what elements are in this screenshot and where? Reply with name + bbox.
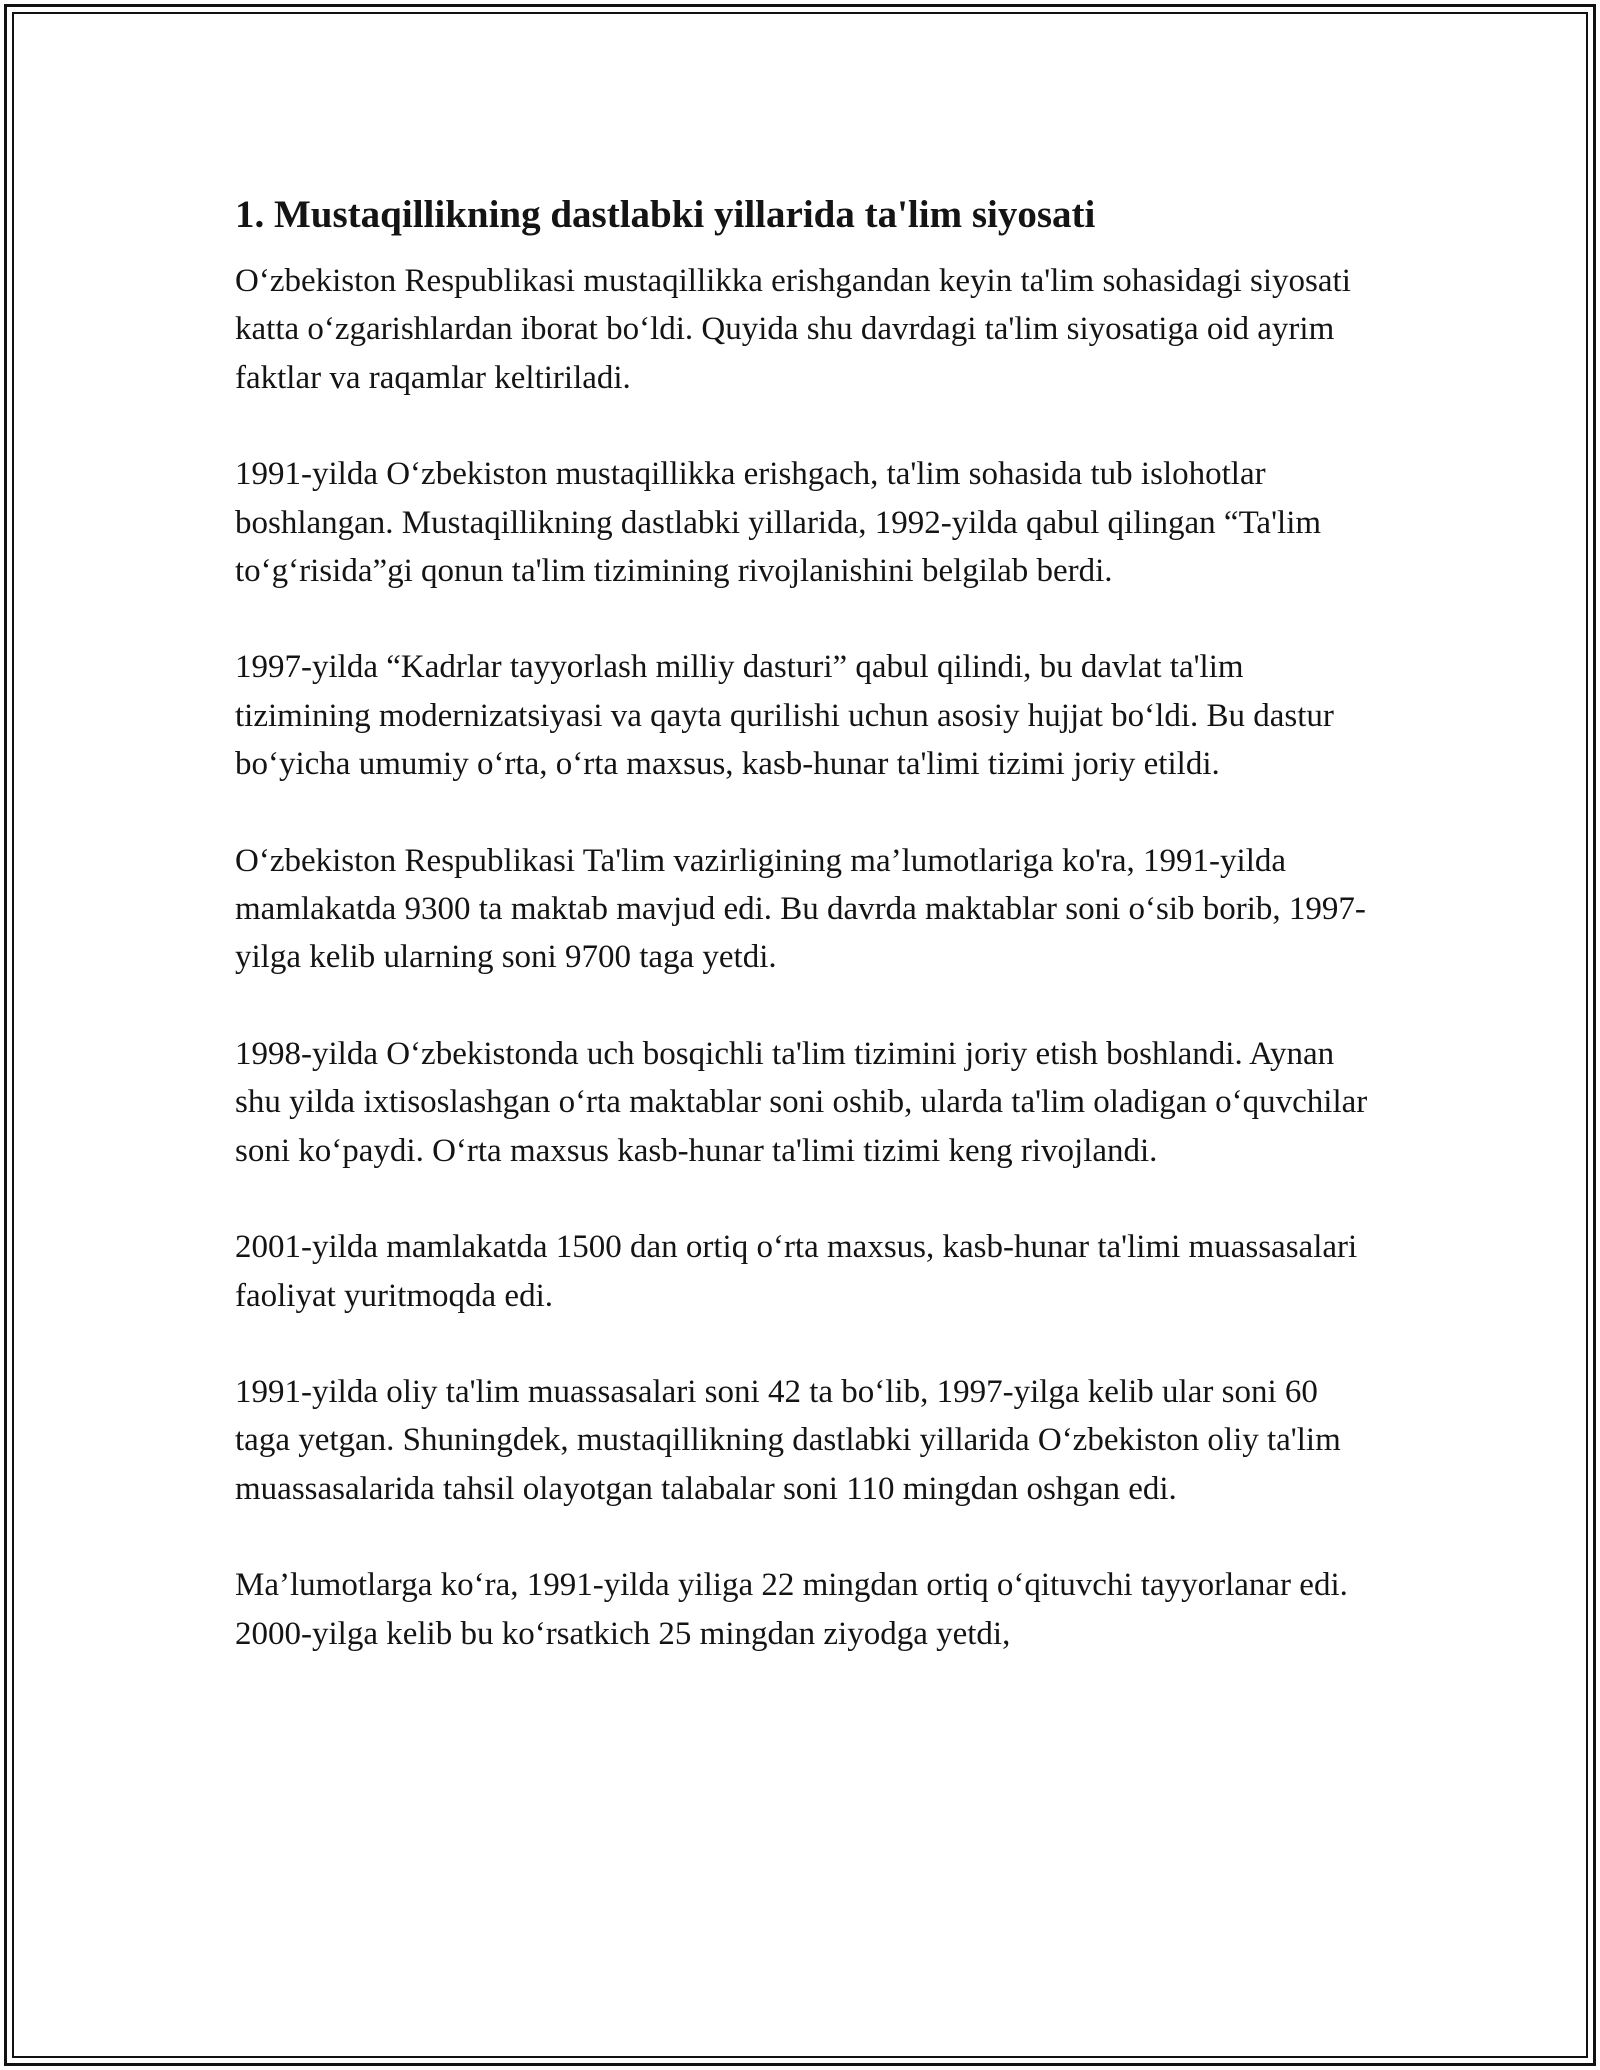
paragraph-higher-education: 1991-yilda oliy ta'lim muassasalari soni 42 ta bo‘lib, 1997-yilga kelib ular soni 60 taga yetgan. Shuningdek, mustaqillikning dastlabki yillarida O‘zbekiston oliy ta'lim muassasalarida tahsil olayotgan talabalar soni 110 mingdan oshgan edi. xyxy=(235,1373,1341,1507)
paragraph-teacher-training: Ma’lumotlarga ko‘ra, 1991-yilda yiliga 22 mingdan ortiq o‘qituvchi tayyorlanar edi. 2000-yilga kelib bu ko‘rsatkich 25 mingdan ziyodga yetdi, xyxy=(235,1567,1348,1652)
paragraph-2001-institutions: 2001-yilda mamlakatda 1500 dan ortiq o‘rta maxsus, kasb-hunar ta'limi muassasalari faoliyat yuritmoqda edi. xyxy=(235,1229,1358,1314)
paragraph-1991-reforms: 1991-yilda O‘zbekiston mustaqillikka erishgach, ta'lim sohasida tub islohotlar boshlangan. Mustaqillikning dastlabki yillarida, 1992-yilda qabul qilingan “Ta'lim to‘g‘risida”gi qonun ta'lim tizimining rivojlanishini belgilab berdi. xyxy=(235,456,1322,590)
page-title: 1. Mustaqillikning dastlabki yillarida ta'lim siyosati xyxy=(235,193,1096,236)
paragraph-intro: O‘zbekiston Respublikasi mustaqillikka erishgandan keyin ta'lim sohasidagi siyosati katta o‘zgarishlardan iborat bo‘ldi. Quyida shu davrdagi ta'lim siyosatiga oid ayrim faktlar va raqamlar keltiriladi. xyxy=(235,263,1351,396)
document-body xyxy=(235,188,1370,1706)
paragraph-1998-system: 1998-yilda O‘zbekistonda uch bosqichli ta'lim tizimini joriy etish boshlandi. Aynan shu yilda ixtisoslashgan o‘rta maktablar soni oshib, ularda ta'lim oladigan o‘quvchilar soni ko‘paydi. O‘rta maxsus kasb-hunar ta'limi tizimi keng rivojlandi. xyxy=(235,1035,1368,1169)
paragraph-school-counts: O‘zbekiston Respublikasi Ta'lim vazirligining ma’lumotlariga ko'ra, 1991-yilda mamlakatda 9300 ta maktab mavjud edi. Bu davrda maktablar soni o‘sib borib, 1997-yilga kelib ularning soni 9700 taga yetdi. xyxy=(235,842,1366,976)
paragraph-1997-program: 1997-yilda “Kadrlar tayyorlash milliy dasturi” qabul qilindi, bu davlat ta'lim tizimining modernizatsiyasi va qayta qurilishi uchun asosiy hujjat bo‘ldi. Bu dastur bo‘yicha umumiy o‘rta, o‘rta maxsus, kasb-hunar ta'limi tizimi joriy etildi. xyxy=(235,649,1334,783)
